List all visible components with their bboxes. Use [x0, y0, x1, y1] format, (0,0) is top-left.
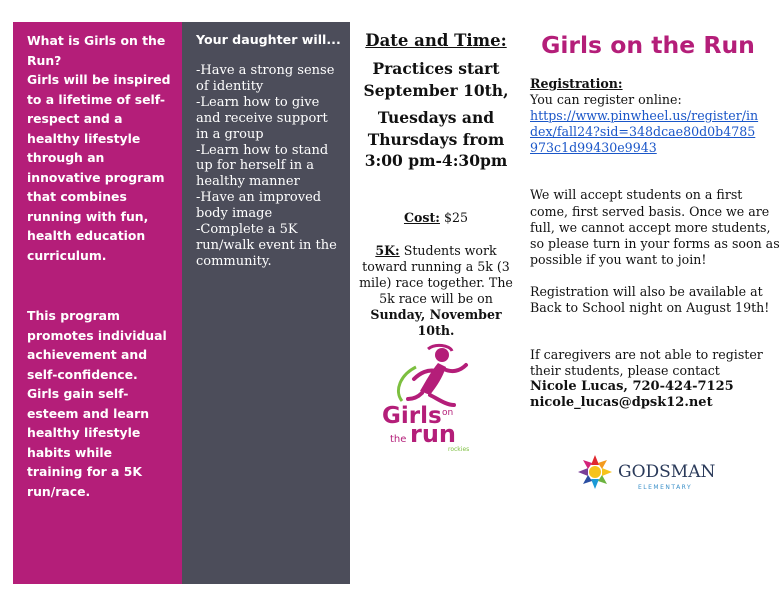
fivek-text: Students work toward running a 5k (3 mile) race together. The 5k race will be on [359, 242, 513, 306]
intro-panel [13, 22, 182, 584]
godsman-name: GODSMAN [618, 462, 716, 482]
intro-paragraph-program: This program promotes individual achievement and self-confidence. Girls gain self-esteem and learn healthy lifestyle habits while training for a 5K run/race. [27, 308, 167, 499]
registration-link[interactable]: https://www.pinwheel.us/register/index/fall24?sid=348dcae80d0b4785973c1d99430e9943 [530, 108, 759, 156]
intro-question: What is Girls on the Run? [27, 33, 166, 68]
godsman-sunburst-icon [578, 455, 612, 489]
contact-email[interactable]: nicole_lucas@dpsk12.net [530, 395, 713, 411]
logo-runner-head-icon [435, 348, 449, 362]
contact-name: Nicole Lucas, 720-424-7125 [530, 379, 734, 395]
registration-panel [530, 30, 780, 412]
logo-word-the: the [390, 434, 407, 445]
first-come-text: We will accept students on a first come, first served basis. Once we are full, we cannot accept more students, so please turn in your forms as soon as possible if you want to join! [530, 187, 780, 267]
benefit-item: -Learn how to stand up for herself in a healthy manner [196, 142, 329, 190]
practices-start: Practices start September 10th, [363, 59, 509, 100]
date-time-heading: Date and Time: [365, 31, 507, 50]
logo-word-rockies: rockies [448, 446, 470, 453]
fivek-paragraph [354, 243, 518, 339]
benefit-item: -Have an improved body image [196, 190, 322, 222]
logo-runner-body-icon [420, 363, 446, 395]
fivek-date: Sunday, November 10th. [370, 306, 502, 338]
intro-paragraph-inspired: Girls will be inspired to a lifetime of self-respect and a healthy lifestyle through an innovative program that combines running with fun, health education curriculum. [27, 72, 171, 263]
fivek-label: 5K: [375, 242, 400, 258]
registration-heading: Registration: [530, 76, 623, 91]
logo-word-run: run [410, 420, 457, 448]
benefits-heading: Your daughter will... [196, 32, 341, 47]
back-to-school-text: Registration will also be available at Back to School night on August 19th! [530, 283, 770, 316]
caregivers-text: If caregivers are not able to register their students, please contact [530, 347, 763, 379]
cost-line [354, 210, 518, 225]
benefit-item: -Complete a 5K run/walk event in the community. [196, 222, 337, 269]
logo-swoosh-icon [398, 367, 416, 401]
girls-on-the-run-logo [380, 343, 490, 453]
benefits-panel [182, 22, 350, 584]
benefits-list [196, 63, 342, 270]
logo-word-girls: Girls [382, 403, 442, 429]
benefit-item: -Learn how to give and receive support in a group [196, 94, 328, 142]
godsman-sub: ELEMENTARY [638, 484, 693, 491]
register-online-text: You can register online: [530, 92, 682, 108]
benefit-item: -Have a strong sense of identity [196, 63, 335, 94]
godsman-elementary-logo [576, 452, 716, 494]
page-title: Girls on the Run [541, 31, 755, 59]
logo-word-on: on [442, 408, 454, 418]
practice-days: Tuesdays and Thursdays from 3:00 pm-4:30pm [364, 108, 508, 170]
cost-value: $25 [443, 209, 469, 225]
schedule-panel [354, 30, 518, 339]
cost-label: Cost: [403, 209, 440, 225]
